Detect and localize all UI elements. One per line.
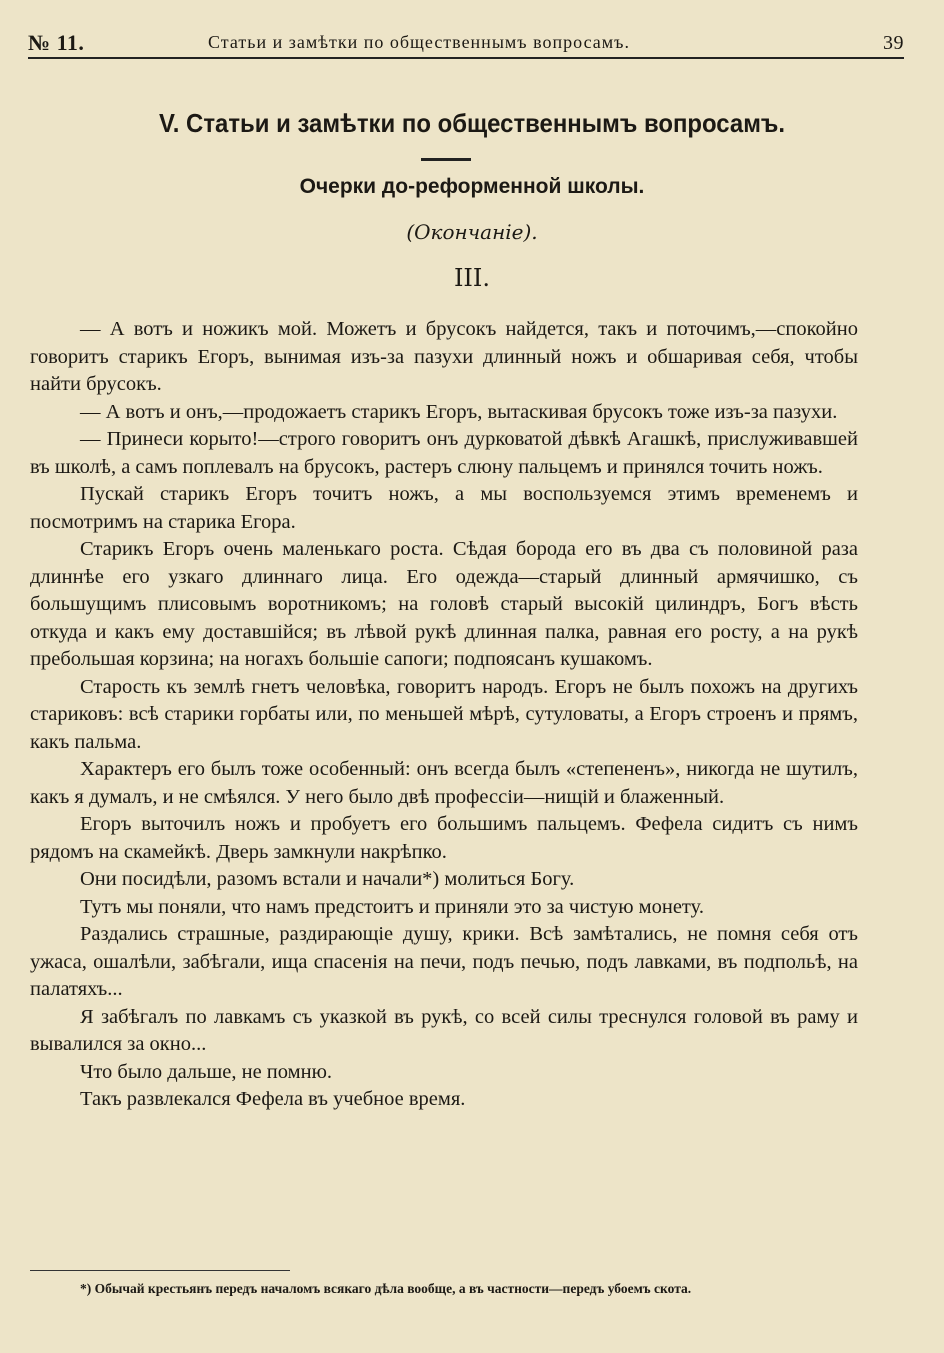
footnote: *) Обычай крестьянъ передъ началомъ всякаго дѣла вообще, а въ частности—передъ убоемъ скота. [80,1281,692,1296]
paragraph: — Принеси корыто!—строго говоритъ онъ дурковатой дѣвкѣ Агашкѣ, прислуживавшей въ школѣ, а самъ поплевалъ на брусокъ, растеръ слюну пальцемъ и принялся точить ножъ. [30,428,858,478]
running-title: Статьи и замѣтки по общественнымъ вопросамъ. [208,32,630,52]
page-header [28,30,904,58]
title-divider [421,158,471,161]
header-rule [28,57,904,59]
paragraph: Пускай старикъ Егоръ точитъ ножъ, а мы воспользуемся этимъ временемъ и посмотримъ на старика Егора. [30,483,858,533]
section-title: V. Статьи и замѣтки по общественнымъ вопросамъ. [158,108,785,138]
paragraph: Такъ развлекался Фефела въ учебное время. [80,1088,466,1110]
paragraph: Что было дальше, не помню. [80,1060,333,1083]
page-number: 39 [883,32,904,54]
paragraph: — А вотъ и ножикъ мой. Можетъ и брусокъ найдется, такъ и поточимъ,—спокойно говоритъ старикъ Егоръ, вынимая изъ-за пазухи длинный ножъ и обшаривая себя, чтобы найти брусокъ. [30,318,858,395]
article-body [30,316,858,1114]
paragraph: Егоръ выточилъ ножъ и пробуетъ его большимъ пальцемъ. Фефела сидитъ съ нимъ рядомъ на скамейкѣ. Дверь замкнули накрѣпко. [30,813,858,863]
article-subtitle: Очерки до-реформенной школы. [299,175,645,198]
paragraph: Я забѣгалъ по лавкамъ съ указкой въ рукѣ, со всей силы треснулся головой въ раму и вывалился за окно... [30,1005,858,1055]
chapter-number: III. [453,264,491,292]
paragraph: Раздались страшные, раздирающіе душу, крики. Всѣ замѣтались, не помня себя отъ ужаса, ошалѣли, забѣгали, ища спасенія на печи, подъ печью, подъ лавками, въ подпольѣ, на палатяхъ... [30,923,858,1000]
paragraph: — А вотъ и онъ,—продожаетъ старикъ Егоръ, вытаскивая брусокъ тоже изъ-за пазухи. [80,400,838,423]
paragraph: Старикъ Егоръ очень маленькаго роста. Сѣдая борода его въ два съ половиной раза длиннѣе его узкаго длиннаго лица. Его одежда—старый длинный армячишко, съ большущимъ плисовымъ воротникомъ; на головѣ старый высокій цилиндръ, Богъ вѣсть откуда и какъ ему доставшійся; въ лѣвой рукѣ длинная палка, равная его росту, а на рукѣ пребольшая корзина; на ногахъ большіе сапоги; подпоясанъ кушакомъ. [30,538,858,670]
continuation-note: (Окончаніе). [406,220,538,244]
paragraph: Они посидѣли, разомъ встали и начали*) молиться Богу. [80,868,575,890]
paragraph: Старость къ землѣ гнетъ человѣка, говоритъ народъ. Егоръ не былъ похожъ на другихъ стариковъ: всѣ старики горбаты или, по меньшей мѣрѣ, сутуловаты, а Егоръ строенъ и прямъ, какъ пальма. [30,675,858,753]
issue-number: № 11. [28,30,85,55]
paragraph: Тутъ мы поняли, что намъ предстоитъ и приняли это за чистую монету. [80,895,704,918]
paragraph: Характеръ его былъ тоже особенный: онъ всегда былъ «степененъ», никогда не шутилъ, какъ я думалъ, и не смѣялся. У него было двѣ профессіи—нищій и блаженный. [30,758,858,808]
footnote-rule [30,1270,290,1271]
